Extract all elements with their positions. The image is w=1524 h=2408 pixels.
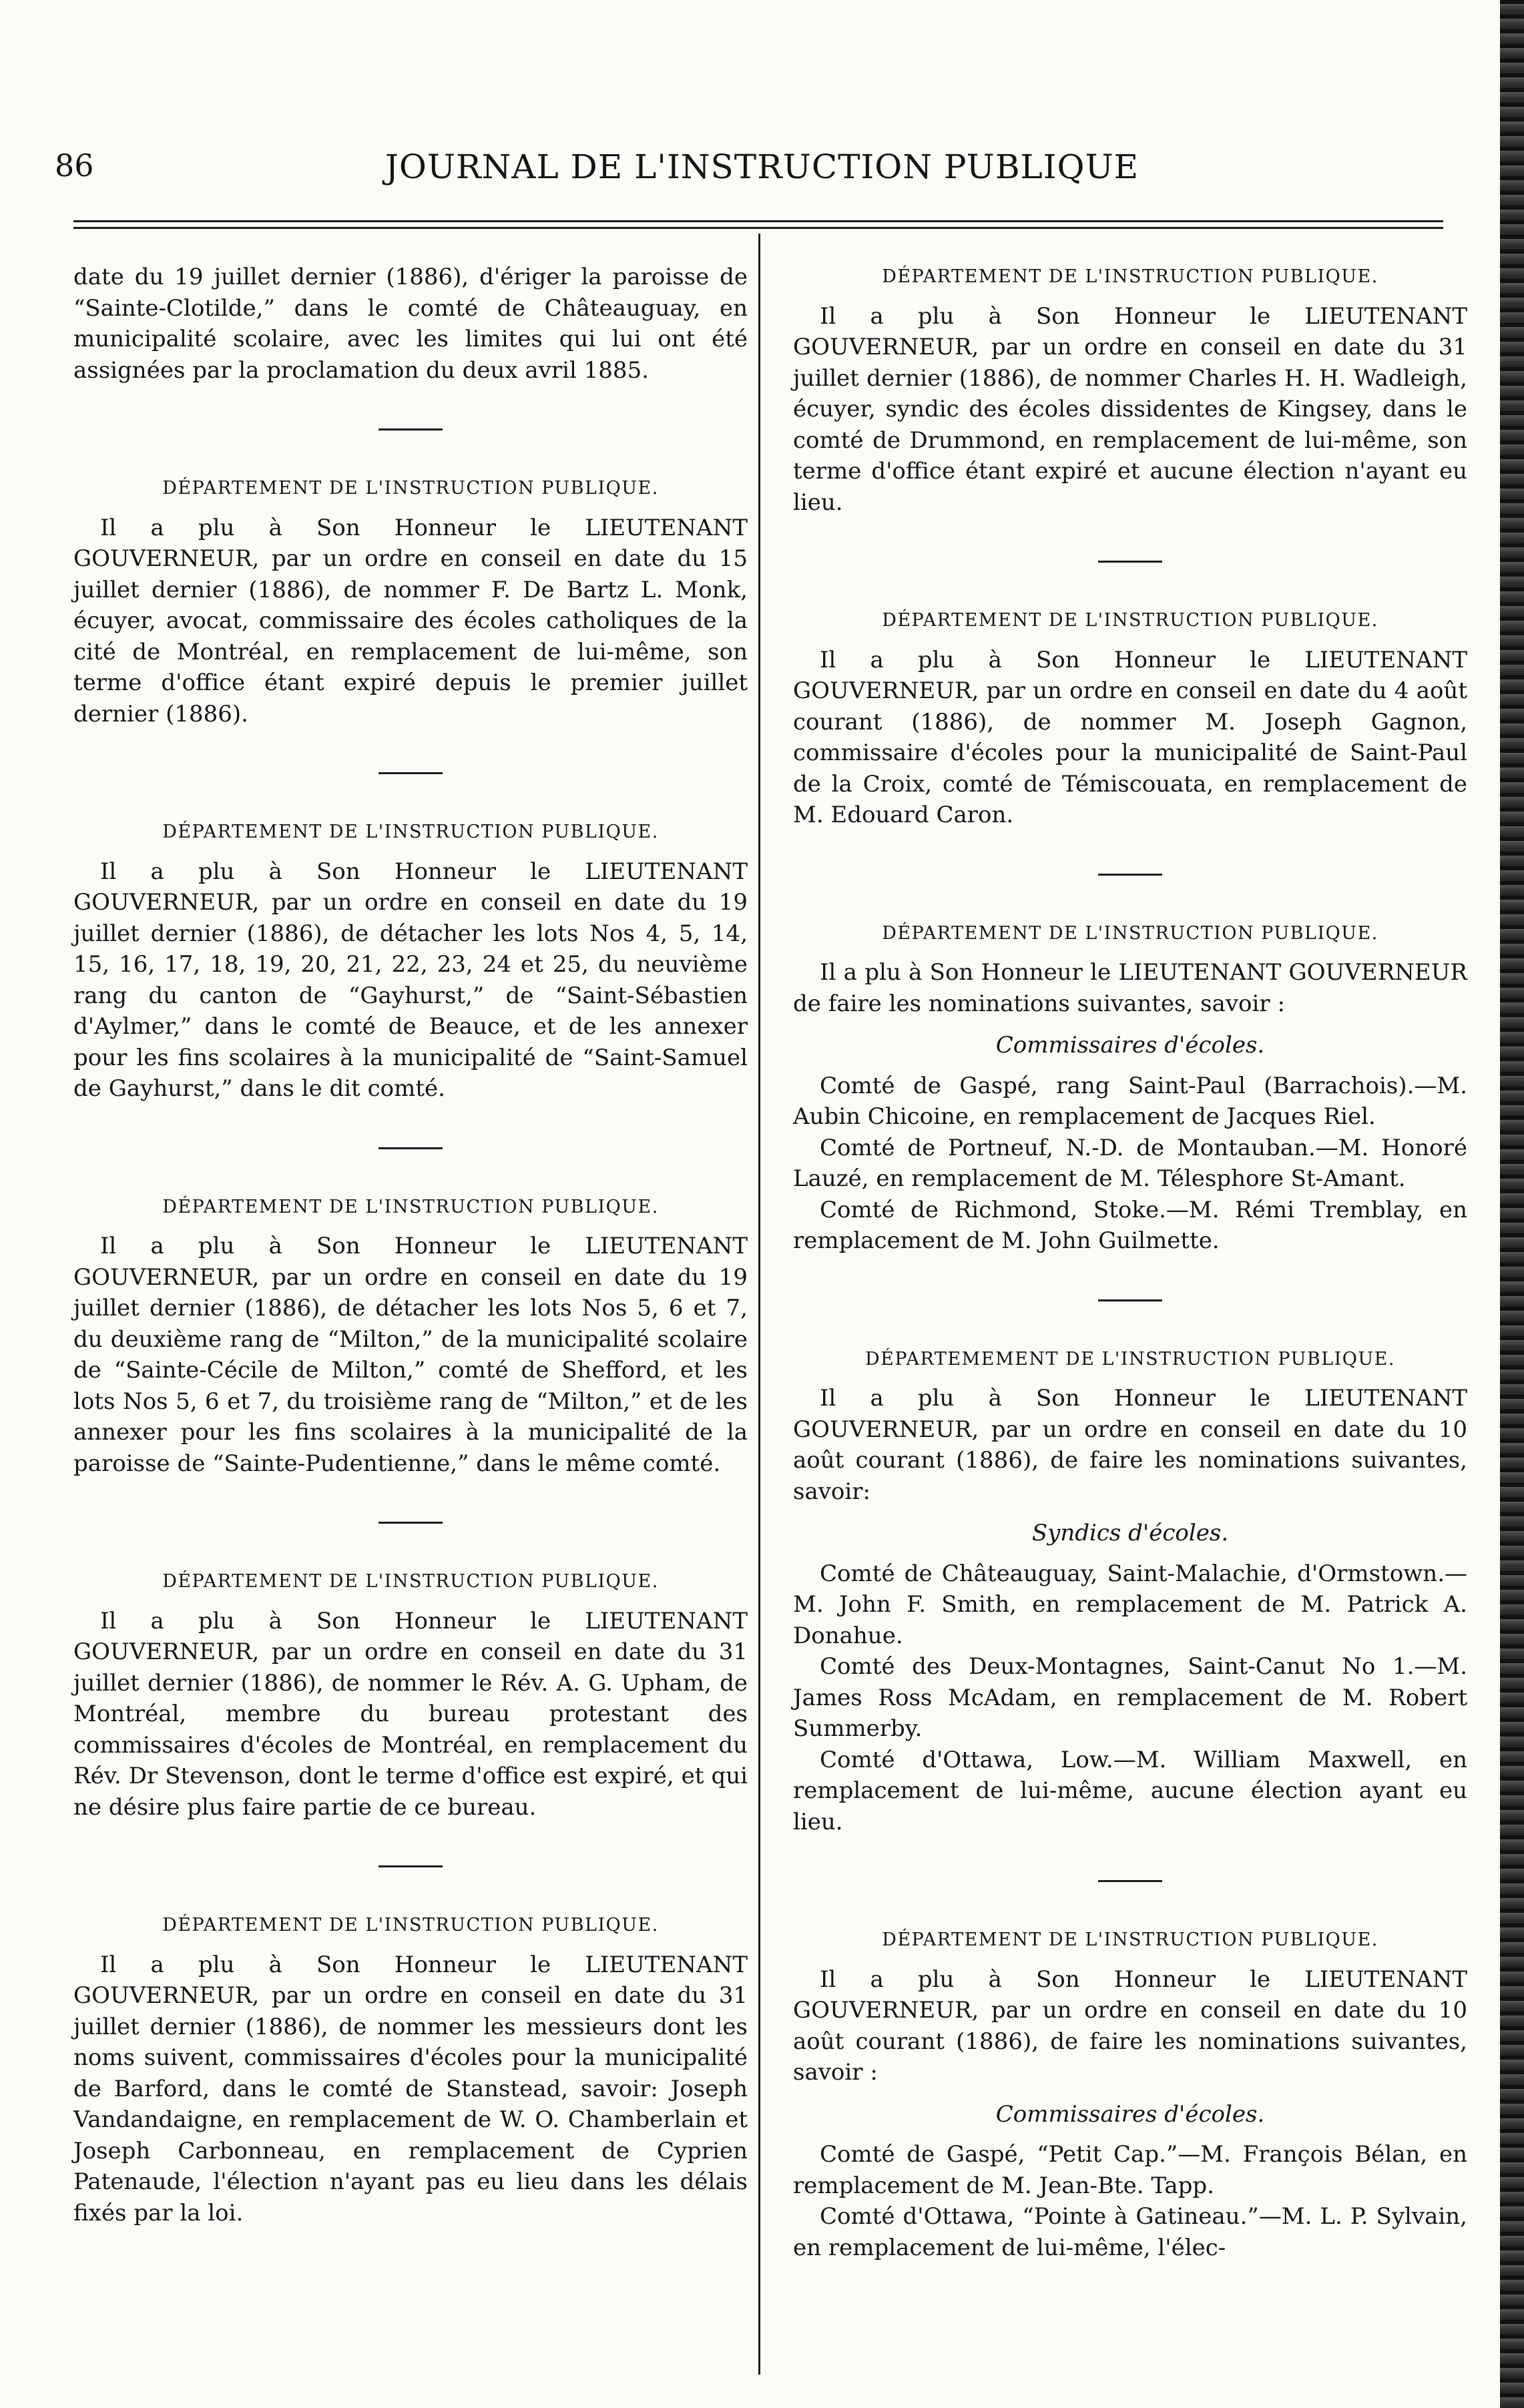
section-body: Il a plu à Son Honneur le LIEUTENANT GOUVERNEUR, par un ordre en conseil en date du 4 août courant (1886), de nommer M. Joseph Gagnon, commissaire d'écoles pour la municipalité de Saint-Paul de la Croix, comté de Témiscouata, en remplacement de M. Edouard Caron. <box>793 646 1467 828</box>
section-body: Il a plu à Son Honneur le LIEUTENANT GOUVERNEUR, par un ordre en conseil en date du 31 juillet dernier (1886), de nommer les messieurs dont les noms suivent, commissaires d'écoles pour la municipalité de Barford, dans le comté de Stanstead, savoir: Joseph Vandandaigne, en remplacement de W. O. Chamberlain et Joseph Carbonneau, en remplacement de Cyprien Patenaude, l'élection n'ayant pas eu lieu dans les délais fixés par la loi. <box>73 1951 748 2226</box>
section-separator <box>1098 1299 1162 1301</box>
section-body: Il a plu à Son Honneur le LIEUTENANT GOUVERNEUR de faire les nominations suivantes, savoir : <box>793 959 1467 1017</box>
appointment-item: Comté d'Ottawa, Low.—M. William Maxwell, en remplacement de lui-même, aucune élection ayant eu lieu. <box>793 1746 1467 1835</box>
appointment-item: Comté de Châteauguay, Saint-Malachie, d'Ormstown.—M. John F. Smith, en remplacement de M. Patrick A. Donahue. <box>793 1560 1467 1649</box>
section-subheading: Syndics d'écoles. <box>1031 1520 1229 1546</box>
header-rule-bottom <box>73 227 1443 229</box>
section-title: DÉPARTEMENT DE L'INSTRUCTION PUBLIQUE. <box>882 266 1378 287</box>
section-title: DÉPARTEMENT DE L'INSTRUCTION PUBLIQUE. <box>882 922 1378 944</box>
section-title: DÉPARTEMENT DE L'INSTRUCTION PUBLIQUE. <box>162 1571 659 1592</box>
section-separator <box>378 1865 443 1867</box>
section-title: DÉPARTEMEMENT DE L'INSTRUCTION PUBLIQUE. <box>865 1348 1395 1370</box>
section-title: DÉPARTEMENT DE L'INSTRUCTION PUBLIQUE. <box>162 478 659 499</box>
section-body: Il a plu à Son Honneur le LIEUTENANT GOUVERNEUR, par un ordre en conseil en date du 31 juillet dernier (1886), de nommer Charles H. H. Wadleigh, écuyer, syndic des écoles dissidentes de Kingsey, dans le comté de Drummond, en remplacement de lui-même, son terme d'office étant expiré et aucune élection n'ayant eu lieu. <box>793 302 1467 516</box>
left-intro-paragraph: date du 19 juillet dernier (1886), d'ériger la paroisse de “Sainte-Clotilde,” dans le comté de Châteauguay, en municipalité scolaire, avec les limites qui lui ont été assignées par la proclamation du deux avril 1885. <box>73 264 748 384</box>
appointment-item: Comté de Gaspé, “Petit Cap.”—M. François Bélan, en remplacement de M. Jean-Bte. Tapp. <box>793 2141 1467 2199</box>
section-body: Il a plu à Son Honneur le LIEUTENANT GOUVERNEUR, par un ordre en conseil en date du 15 juillet dernier (1886), de nommer F. De Bartz L. Monk, écuyer, avocat, commissaire des écoles catholiques de la cité de Montréal, en remplacement de lui-même, son terme d'office étant expiré depuis le premier juillet dernier (1886). <box>73 514 748 727</box>
right-column <box>793 262 1467 2263</box>
section-separator <box>378 772 443 774</box>
section-title: DÉPARTEMENT DE L'INSTRUCTION PUBLIQUE. <box>882 610 1378 631</box>
section-body: Il a plu à Son Honneur le LIEUTENANT GOUVERNEUR, par un ordre en conseil en date du 19 juillet dernier (1886), de détacher les lots Nos 4, 5, 14, 15, 16, 17, 18, 19, 20, 21, 22, 23, 24 et 25, du neuvième rang du canton de “Gayhurst,” de “Saint-Sébastien d'Aylmer,” dans le comté de Beauce, et de les annexer pour les fins scolaires à la municipalité de “Saint-Samuel de Gayhurst,” dans le dit comté. <box>73 858 748 1102</box>
section-separator <box>1098 1880 1162 1882</box>
section-title: DÉPARTEMENT DE L'INSTRUCTION PUBLIQUE. <box>162 1915 659 1935</box>
section-separator <box>378 1147 443 1149</box>
appointment-item: Comté de Gaspé, rang Saint-Paul (Barrachois).—M. Aubin Chicoine, en remplacement de Jacques Riel. <box>793 1072 1467 1130</box>
section-separator <box>378 428 443 430</box>
section-body: Il a plu à Son Honneur le LIEUTENANT GOUVERNEUR, par un ordre en conseil en date du 10 août courant (1886), de faire les nominations suivantes, savoir: <box>793 1385 1467 1505</box>
section-separator <box>1098 561 1162 563</box>
appointment-item: Comté de Portneuf, N.-D. de Montauban.—M. Honoré Lauzé, en remplacement de M. Télesphore St-Amant. <box>793 1134 1467 1192</box>
section-body: Il a plu à Son Honneur le LIEUTENANT GOUVERNEUR, par un ordre en conseil en date du 10 août courant (1886), de faire les nominations suivantes, savoir : <box>793 1966 1467 2086</box>
appointment-item: Comté des Deux-Montagnes, Saint-Canut No 1.—M. James Ross McAdam, en remplacement de M. Robert Summerby. <box>793 1653 1467 1742</box>
header-rule-top <box>73 220 1443 222</box>
section-subheading: Commissaires d'écoles. <box>995 1032 1265 1059</box>
page-edge-shadow <box>1500 0 1524 2408</box>
section-separator <box>1098 874 1162 876</box>
section-subheading: Commissaires d'écoles. <box>995 2100 1265 2128</box>
section-body: Il a plu à Son Honneur le LIEUTENANT GOUVERNEUR, par un ordre en conseil en date du 31 juillet dernier (1886), de nommer le Rév. A. G. Upham, de Montréal, membre du bureau protestant des commissaires d'écoles de Montréal, en remplacement du Rév. Dr Stevenson, dont le terme d'office est expiré, et qui ne désire plus faire partie de ce bureau. <box>73 1607 748 1821</box>
appointment-item: Comté d'Ottawa, “Pointe à Gatineau.”—M. L. P. Sylvain, en remplacement de lui-même, l'élec- <box>793 2203 1467 2261</box>
appointment-item: Comté de Richmond, Stoke.—M. Rémi Tremblay, en remplacement de M. John Guilmette. <box>793 1196 1467 1254</box>
left-column <box>73 262 748 2228</box>
running-title: JOURNAL DE L'INSTRUCTION PUBLIQUE <box>385 147 1139 186</box>
section-body: Il a plu à Son Honneur le LIEUTENANT GOUVERNEUR, par un ordre en conseil en date du 19 juillet dernier (1886), de détacher les lots Nos 5, 6 et 7, du deuxième rang de “Milton,” de la municipalité scolaire de “Sainte-Cécile de Milton,” comté de Shefford, et les lots Nos 5, 6 et 7, du troisième rang de “Milton,” et de les annexer pour les fins scolaires à la municipalité de la paroisse de “Sainte-Pudentienne,” dans le même comté. <box>73 1233 748 1477</box>
section-title: DÉPARTEMENT DE L'INSTRUCTION PUBLIQUE. <box>882 1929 1378 1950</box>
page-number: 86 <box>55 147 94 184</box>
section-separator <box>378 1522 443 1524</box>
column-divider <box>758 234 760 2375</box>
section-title: DÉPARTEMENT DE L'INSTRUCTION PUBLIQUE. <box>162 822 659 842</box>
section-title: DÉPARTEMENT DE L'INSTRUCTION PUBLIQUE. <box>162 1196 659 1217</box>
